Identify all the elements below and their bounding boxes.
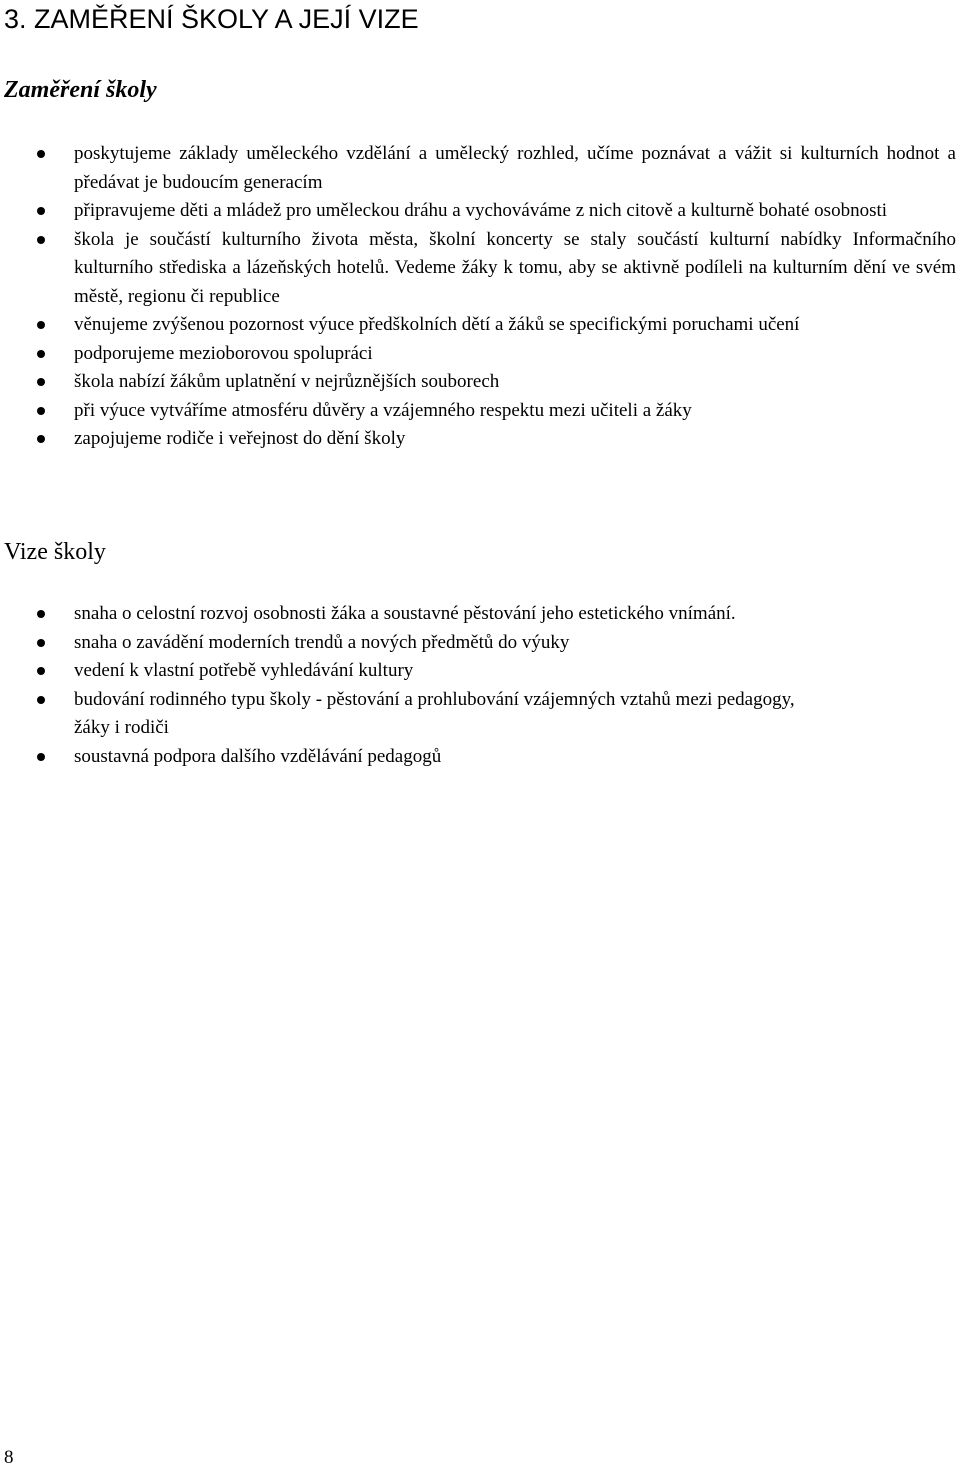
bullet-icon [37, 639, 45, 647]
list-item [0, 657, 960, 686]
list-item-text: při výuce vytváříme atmosféru důvěry a vzájemného respektu mezi učiteli a žáky [74, 399, 692, 421]
list-item-text: snaha o celostní rozvoj osobnosti žáka a soustavné pěstování jeho estetického vnímání. [74, 603, 736, 624]
list-item-text: soustavná podpora dalšího vzdělávání pedagogů [74, 745, 442, 767]
list-item [0, 425, 960, 454]
bullet-icon [37, 435, 45, 443]
list-item-text: zapojujeme rodiče i veřejnost do dění školy [74, 428, 406, 449]
list-item-text: škola je součástí kulturního života města, školní koncerty se staly součástí kulturní nabídky Informačního kulturního střediska a lázeňských hotelů. Vedeme žáky k tomu, aby se aktivně podíleli na kulturním dění ve svém městě, regionu či republice [74, 228, 956, 307]
list-item [0, 629, 960, 658]
bullet-icon [37, 350, 45, 358]
vision-list [0, 600, 960, 771]
page-number: 8 [4, 1447, 14, 1468]
bullet-icon [37, 667, 45, 675]
bullet-icon [37, 321, 45, 329]
list-item [0, 226, 960, 312]
bullet-icon [37, 150, 45, 158]
list-item [0, 197, 960, 226]
focus-list [0, 140, 960, 454]
list-item-text: věnujeme zvýšenou pozornost výuce předškolních dětí a žáků se specifickými poruchami učení [74, 314, 800, 335]
bullet-icon [37, 236, 45, 244]
list-item [0, 311, 960, 340]
list-item [0, 368, 960, 397]
vision-section-heading: Vize školy [4, 539, 106, 565]
list-item [0, 600, 960, 629]
bullet-icon [37, 407, 45, 415]
list-item-text: škola nabízí žákům uplatnění v nejrůznějších souborech [74, 371, 500, 392]
list-item [0, 743, 960, 772]
bullet-icon [37, 610, 45, 618]
bullet-icon [37, 378, 45, 386]
list-item-text: vedení k vlastní potřebě vyhledávání kultury [74, 660, 414, 681]
list-item-text: snaha o zavádění moderních trendů a nových předmětů do výuky [74, 631, 570, 653]
page-title: 3. ZAMĚŘENÍ ŠKOLY A JEJÍ VIZE [4, 4, 419, 34]
list-item-text: podporujeme mezioborovou spolupráci [74, 342, 373, 364]
bullet-icon [37, 207, 45, 215]
list-item-text: budování rodinného typu školy - pěstování a prohlubování vzájemných vztahů mezi pedagogy, žáky i rodiči [74, 688, 795, 738]
list-item-text: poskytujeme základy uměleckého vzdělání a umělecký rozhled, učíme poznávat a vážit si kulturních hodnot a předávat je budoucím generacím [74, 143, 956, 193]
bullet-icon [37, 696, 45, 704]
bullet-icon [37, 753, 45, 761]
list-item-text: připravujeme děti a mládež pro uměleckou dráhu a vychováváme z nich citově a kulturně bohaté osobnosti [74, 200, 888, 221]
list-item [0, 686, 960, 743]
list-item [0, 340, 960, 369]
focus-section-heading: Zaměření školy [4, 77, 157, 103]
list-item [0, 140, 960, 197]
list-item [0, 397, 960, 426]
